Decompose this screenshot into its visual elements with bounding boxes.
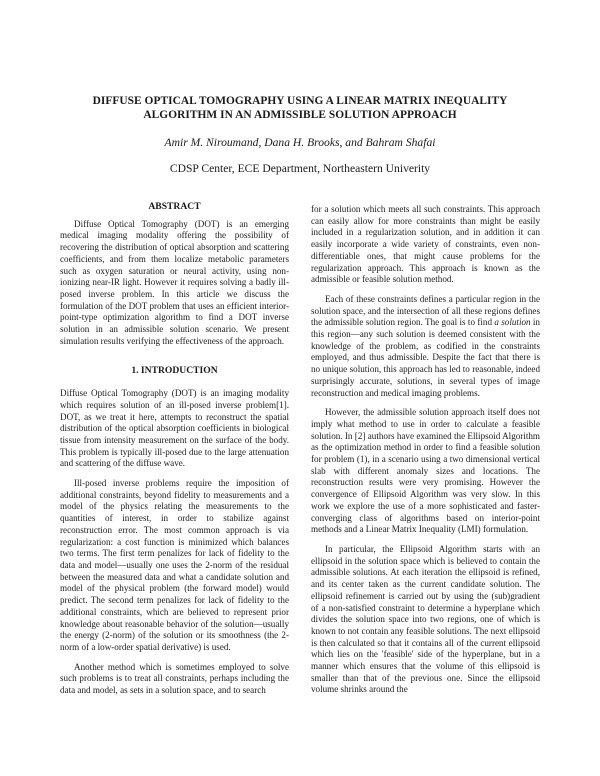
right-column [311, 204, 540, 696]
intro-paragraph-1: Diffuse Optical Tomography (DOT) is an imaging modality which requires solution of an ill-posed inverse problem[1]. DOT, as we treat it here, attempts to reconstruct the spatial distribution of the optical absorption coefficients in biological tissue from intensity measurement on the surface of the body. This problem is typically ill-posed due to the large attenuation and scattering of the diffuse wave. [60, 388, 289, 469]
introduction-heading: 1. INTRODUCTION [131, 365, 218, 377]
intro-paragraph-3: Another method which is sometimes employed to solve such problems is to treat all constraints, perhaps including the data and model, as sets in a solution space, and to search [60, 661, 289, 696]
abstract-heading: ABSTRACT [148, 201, 201, 212]
right-paragraph-2-rest: in this region—any such solution is deemed consistent with the knowledge of the problem, as codified in the constraints employed, and thus admissible. Despite the fact that there is no unique solution, this approach has led to reasonable, indeed surprisingly accurate, solutions, in several types of image reconstruction and medical imaging problems. [311, 317, 540, 398]
right-paragraph-4: In particular, the Ellipsoid Algorithm starts with an ellipsoid in the solution space which is believed to contain the admissible solutions. At each iteration the ellipsoid is refined, and its center taken as the current candidate solution. The ellipsoid refinement is carried out by using the (sub)gradient of a non-satisfied constraint to determine a hyperplane which divides the solution space into two regions, one of which is known to not contain any feasible solutions. The next ellipsoid is then calculated so that it contains all of the current ellipsoid which lies on the 'feasible' side of the hyperplane, but in a manner which ensures that the volume of this ellipsoid is smaller than that of the previous one. Since the ellipsoid volume shrinks around the [311, 543, 540, 695]
paper-affiliation: CDSP Center, ECE Department, Northeastern Univerity [169, 162, 431, 175]
paper-title: DIFFUSE OPTICAL TOMOGRAPHY USING A LINEAR MATRIX INEQUALITY ALGORITHM IN AN ADMISSIBLE SOLUTION APPROACH [92, 95, 508, 121]
right-paragraph-2-start: Each of these constraints defines a particular region in the solution space, and the intersection of all these regions defines the admissible solution region. The goal is to find [311, 293, 540, 328]
right-paragraph-2-emphasis: a solution [494, 317, 531, 328]
intro-paragraph-2: Ill-posed inverse problems require the imposition of additional constraints, beyond fidelity to measurements and a model of the physics relating the measurements to the quantities of interest, in order to stabilize against reconstruction error. The most common approach is via regularization: a cost function is minimized which balances two terms. The first term penalizes for lack of fidelity to the data and model—usually one uses the 2-norm of the residual between the measured data and what a candidate solution and model of the physical problem (the forward model) would predict. The second term penalizes for lack of fidelity to the additional constraints, which are believed to represent prior knowledge about reasonable behavior of the solution—usually the energy (2-norm) of the solution or its smoothness (the 2-norm of a low-order spatial derivative) is used. [60, 478, 289, 652]
abstract-text: Diffuse Optical Tomography (DOT) is an emerging medical imaging modality offering the possibility of recovering the distribution of optical absorption and scattering coefficients, and from them localize metabolic parameters such as oxygen saturation or neural activity, using non-ionizing near-IR light. However it requires solving a badly ill-posed inverse problem. In this article we discuss the formulation of the DOT problem that uses an efficient interior-point-type optimization algorithm to find a DOT inverse solution in an admissible solution scenario. We present simulation results verifying the effectiveness of the approach. [60, 218, 289, 346]
paper-authors: Amir M. Niroumand, Dana H. Brooks, and Bahram Shafai [164, 136, 436, 149]
left-column [60, 201, 289, 697]
right-paragraph-3: However, the admissible solution approach itself does not imply what method to use in order to calculate a feasible solution. In [2] authors have examined the Ellipsoid Algorithm as the optimization method in order to find a feasible solution for problem (1), in a scenario using a two dimensional vertical slab with different anomaly sizes and locations. The reconstruction results were very promising. However the convergence of Ellipsoid Algorithm was very slow. In this work we explore the use of a more sophisticated and faster-converging class of algorithms based on interior-point methods and a Linear Matrix Inequality (LMI) formulation. [311, 407, 540, 535]
right-paragraph-2 [311, 294, 540, 399]
right-paragraph-1: for a solution which meets all such constraints. This approach can easily allow for more constraints than might be easily included in a regularization solution, and in addition it can easily incorporate a wide variety of constraints, even non-differentiable ones, that might cause problems for the regularization approach. This approach is known as the admissible or feasible solution method. [311, 204, 540, 285]
